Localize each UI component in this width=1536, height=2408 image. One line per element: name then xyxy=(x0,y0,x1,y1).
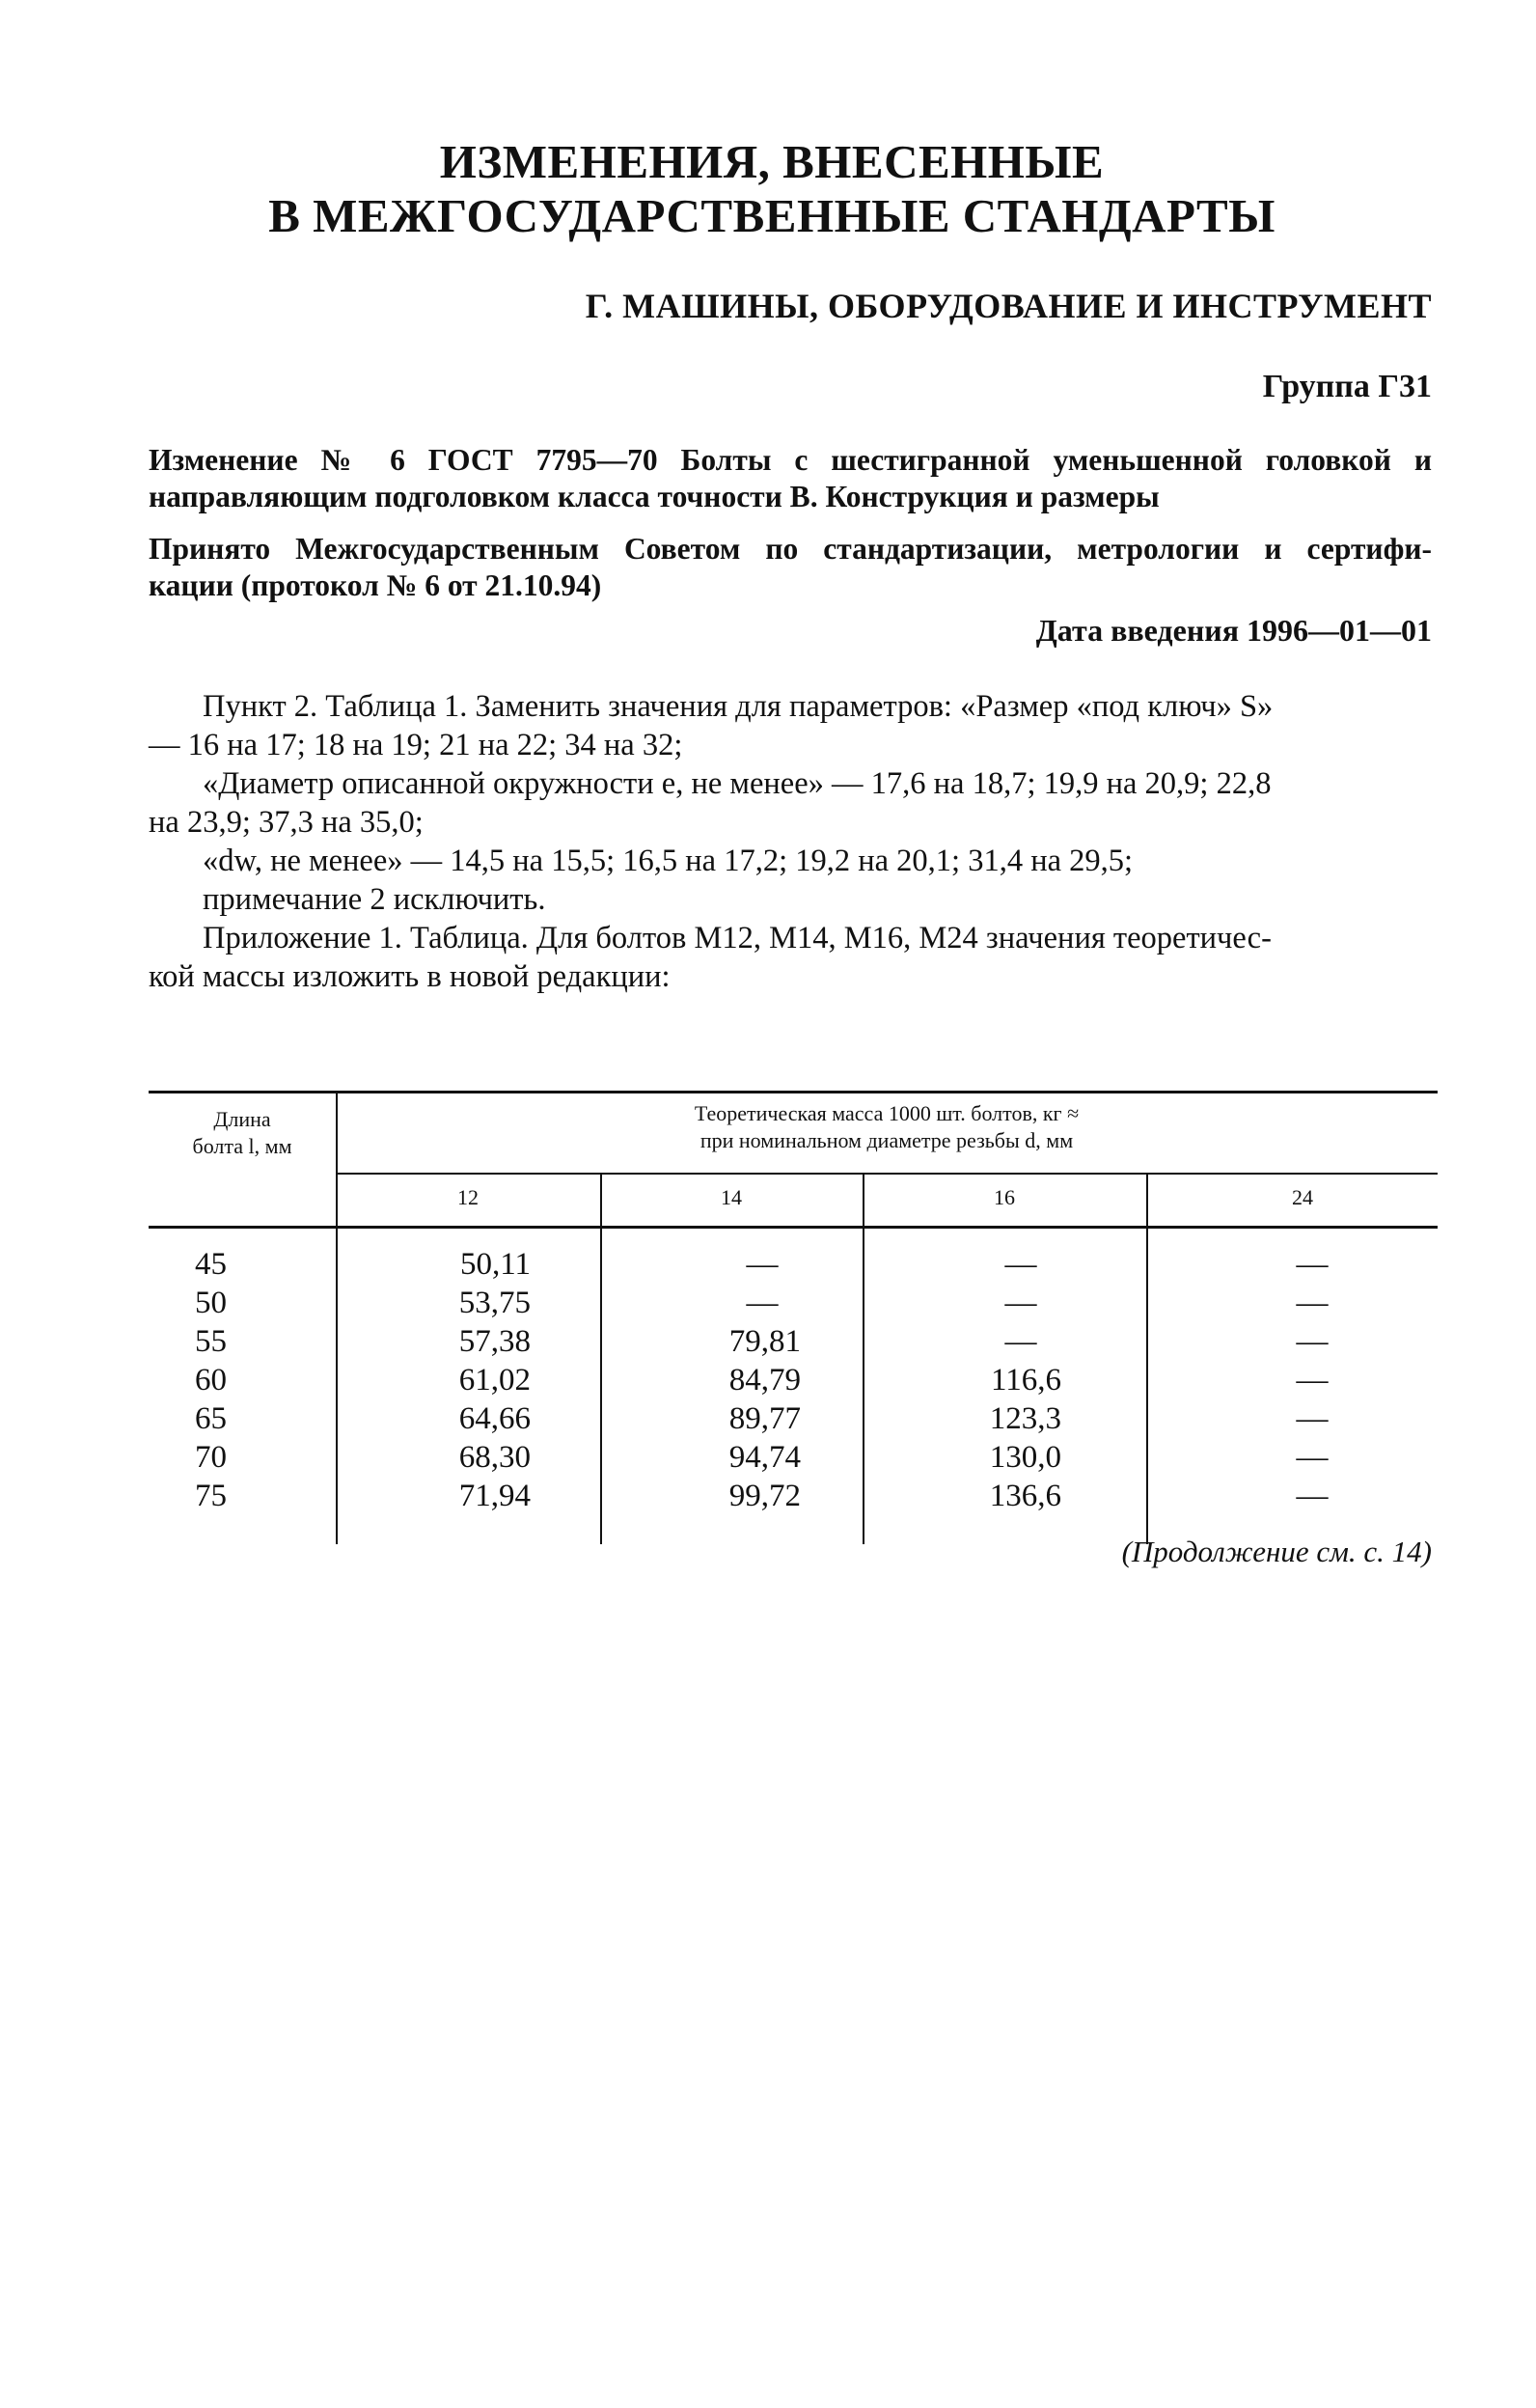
body-line: на 23,9; 37,3 на 35,0; xyxy=(149,805,424,840)
body-line: «Диаметр описанной окружности e, не менее» — 17,6 на 18,7; 19,9 на 20,9; 22,8 xyxy=(203,766,1272,801)
empty-mass-cell: — xyxy=(1296,1440,1329,1475)
column-header-14: 14 xyxy=(721,1185,742,1209)
table-divider xyxy=(863,1173,864,1544)
change-heading-line2: направляющим подголовком класса точности В. Конструкция и размеры xyxy=(149,480,1160,513)
mass-value-cell: 64,66 xyxy=(458,1401,531,1436)
change-heading xyxy=(149,442,1432,515)
mass-value-cell: 61,02 xyxy=(458,1363,531,1398)
table-divider xyxy=(336,1091,338,1544)
table-header-rule xyxy=(336,1173,1438,1175)
section-heading: Г. МАШИНЫ, ОБОРУДОВАНИЕ И ИНСТРУМЕНТ xyxy=(585,287,1432,325)
bolt-length-cell: 60 xyxy=(195,1363,227,1398)
stub-header-line1: Длина xyxy=(213,1107,271,1131)
body-line: кой массы изложить в новой редакции: xyxy=(149,959,671,994)
empty-mass-cell: — xyxy=(1296,1286,1329,1320)
empty-mass-cell: — xyxy=(1004,1286,1037,1320)
mass-value-cell: 99,72 xyxy=(728,1479,801,1513)
table-header-bottom-rule xyxy=(149,1226,1438,1229)
document-title-line1: ИЗМЕНЕНИЯ, ВНЕСЕННЫЕ xyxy=(439,135,1105,188)
empty-mass-cell: — xyxy=(1296,1401,1329,1436)
mass-value-cell: 123,3 xyxy=(989,1401,1061,1436)
group-header xyxy=(336,1100,1438,1154)
empty-mass-cell: — xyxy=(1004,1324,1037,1359)
stub-header xyxy=(149,1106,336,1160)
body-line: — 16 на 17; 18 на 19; 21 на 22; 34 на 32; xyxy=(149,728,683,762)
bolt-length-cell: 70 xyxy=(195,1440,227,1475)
stub-header-line2: болта l, мм xyxy=(192,1134,292,1158)
mass-value-cell: 84,79 xyxy=(728,1363,801,1398)
empty-mass-cell: — xyxy=(1004,1247,1037,1282)
mass-value-cell: 68,30 xyxy=(458,1440,531,1475)
body-line: «dw, не менее» — 14,5 на 15,5; 16,5 на 17,2; 19,2 на 20,1; 31,4 на 29,5; xyxy=(203,844,1134,878)
group-label: Группа Г31 xyxy=(1262,369,1432,404)
body-line: примечание 2 исключить. xyxy=(203,882,546,917)
body-line: Пункт 2. Таблица 1. Заменить значения для параметров: «Размер «под ключ» S» xyxy=(203,689,1274,724)
empty-mass-cell: — xyxy=(1296,1324,1329,1359)
table-divider xyxy=(1146,1173,1148,1544)
bolt-length-cell: 50 xyxy=(195,1286,227,1320)
bolt-length-cell: 75 xyxy=(195,1479,227,1513)
column-header-12: 12 xyxy=(457,1185,479,1209)
bolt-length-cell: 65 xyxy=(195,1401,227,1436)
column-header-24: 24 xyxy=(1292,1185,1313,1209)
empty-mass-cell: — xyxy=(1296,1479,1329,1513)
bolt-length-cell: 55 xyxy=(195,1324,227,1359)
column-header-16: 16 xyxy=(994,1185,1015,1209)
mass-value-cell: 71,94 xyxy=(458,1479,531,1513)
mass-value-cell: 136,6 xyxy=(989,1479,1061,1513)
bolt-length-cell: 45 xyxy=(195,1247,227,1282)
empty-mass-cell: — xyxy=(1296,1247,1329,1282)
change-heading-line1: Изменение № 6 ГОСТ 7795—70 Болты с шестигранной уменьшенной головкой и xyxy=(149,443,1432,477)
group-header-line1: Теоретическая масса 1000 шт. болтов, кг ≈ xyxy=(694,1101,1080,1125)
document-title-line2: В МЕЖГОСУДАРСТВЕННЫЕ СТАНДАРТЫ xyxy=(268,189,1275,242)
empty-mass-cell: — xyxy=(746,1247,779,1282)
table-divider xyxy=(600,1173,602,1544)
effective-date: Дата введения 1996—01—01 xyxy=(1035,613,1432,648)
body-line: Приложение 1. Таблица. Для болтов М12, М14, М16, М24 значения теоретичес- xyxy=(203,921,1272,955)
accepted-by-line1: Принято Межгосударственным Советом по стандартизации, метрологии и сертифи- xyxy=(149,532,1432,566)
empty-mass-cell: — xyxy=(1296,1363,1329,1398)
mass-value-cell: 79,81 xyxy=(728,1324,801,1359)
mass-value-cell: 116,6 xyxy=(990,1363,1061,1398)
group-header-line2: при номинальном диаметре резьбы d, мм xyxy=(699,1128,1074,1152)
empty-mass-cell: — xyxy=(746,1286,779,1320)
mass-value-cell: 94,74 xyxy=(728,1440,801,1475)
table-top-rule xyxy=(149,1091,1438,1093)
mass-value-cell: 89,77 xyxy=(728,1401,801,1436)
mass-value-cell: 130,0 xyxy=(989,1440,1061,1475)
accepted-by-line2: кации (протокол № 6 от 21.10.94) xyxy=(149,568,602,602)
mass-value-cell: 57,38 xyxy=(458,1324,531,1359)
accepted-by xyxy=(149,531,1432,604)
mass-value-cell: 50,11 xyxy=(459,1247,531,1282)
mass-value-cell: 53,75 xyxy=(458,1286,531,1320)
continuation-note: (Продолжение см. с. 14) xyxy=(1121,1535,1432,1568)
